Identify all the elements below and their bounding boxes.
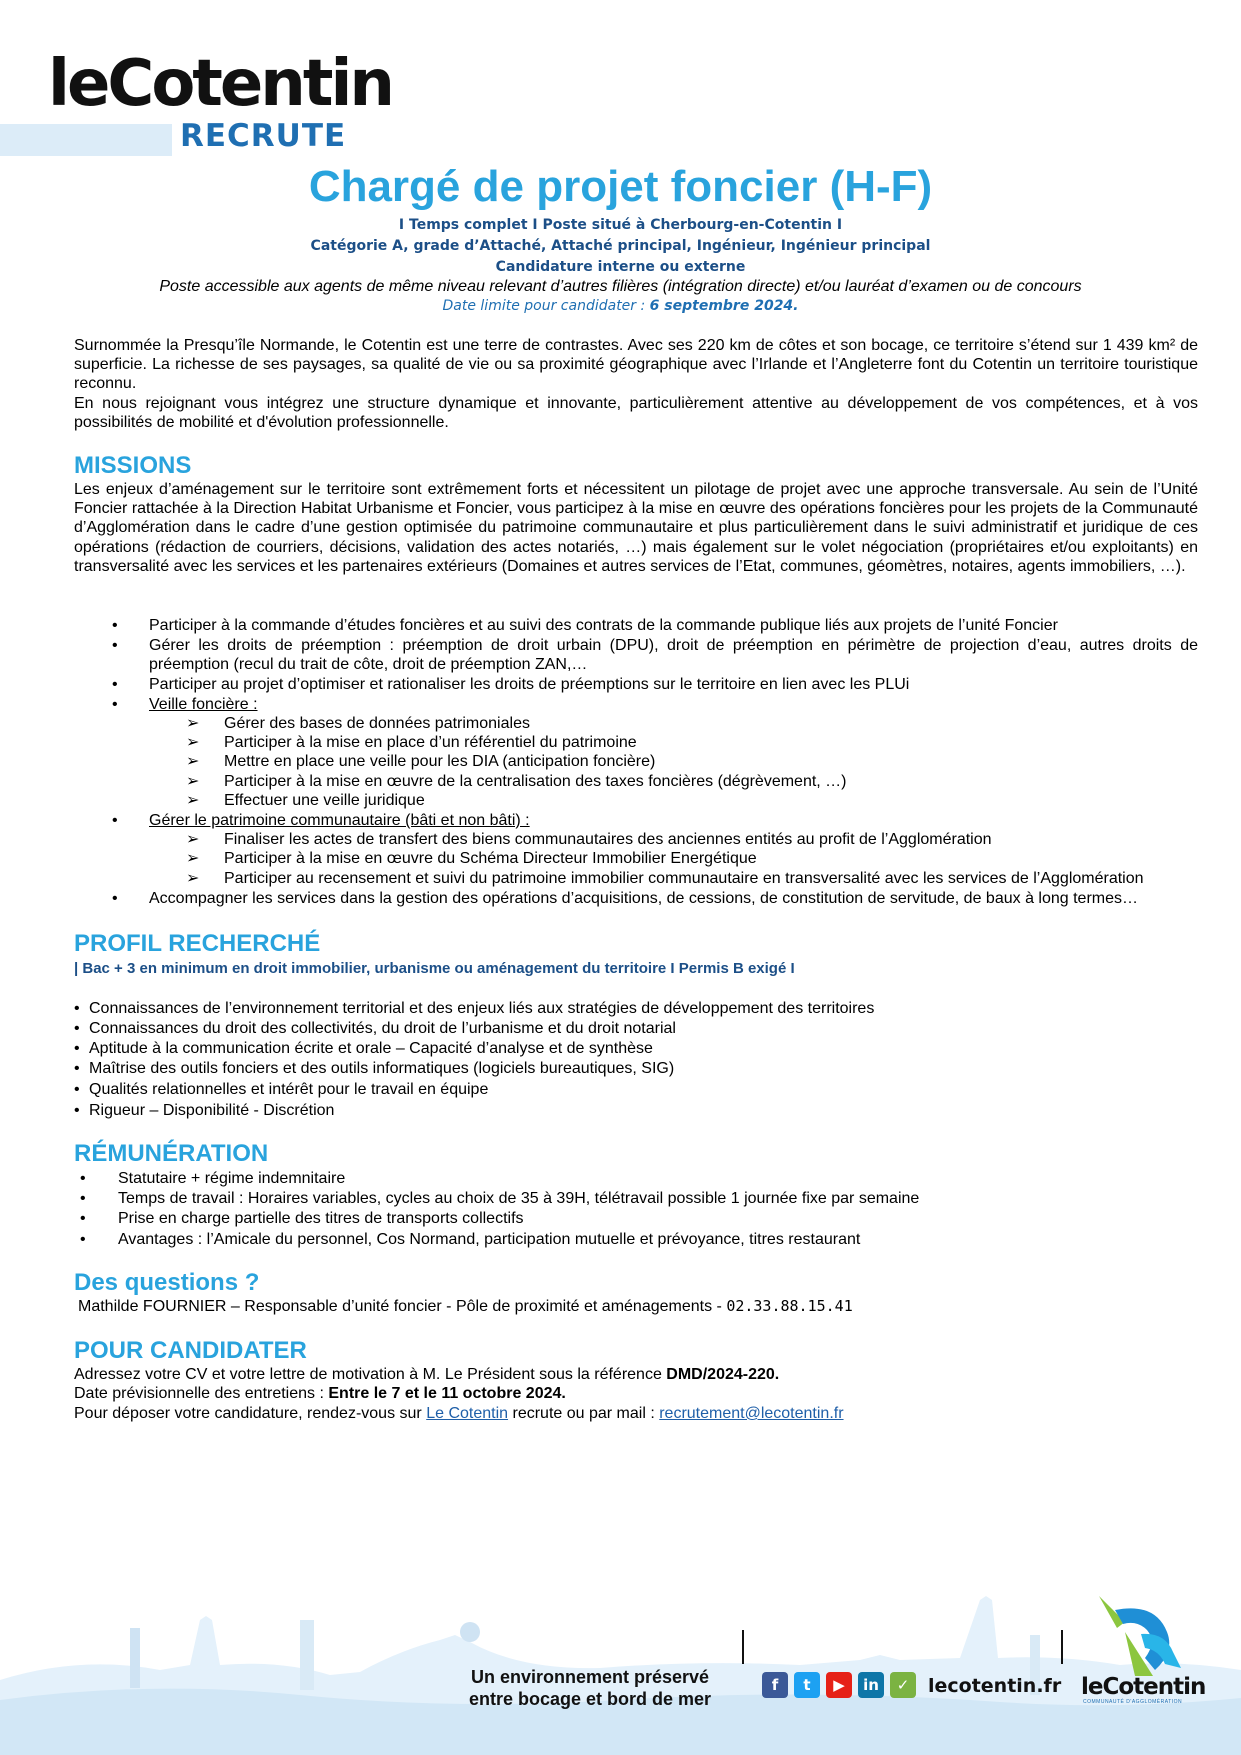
bullet-icon: • xyxy=(112,637,118,654)
list-item: Gérer les droits de préemption : préemption de droit urbain (DPU), droit de préemption en périmètre de projection d’eau, autres droits de préemption (recul du trait de côte, droit de préemption ZAN,… xyxy=(149,637,1198,674)
footer-tagline xyxy=(452,1666,728,1710)
footer-logo-subtext: COMMUNAUTÉ D'AGGLOMÉRATION xyxy=(1083,1699,1183,1705)
arrow-bullet-icon: ➢ xyxy=(186,715,200,732)
lecotentin-emblem-icon xyxy=(1095,1592,1185,1676)
sub-list-item: Participer à la mise en place d’un référentiel du patrimoine xyxy=(224,734,637,751)
candidater-text: Date prévisionnelle des entretiens : xyxy=(74,1385,329,1402)
sub-list-item: Participer au recensement et suivi du patrimoine immobilier communautaire en transversalité avec les services de l’Agglomération xyxy=(224,870,1144,887)
meta-line: Catégorie A, grade d’Attaché, Attaché principal, Ingénieur, Ingénieur principal xyxy=(310,238,931,254)
tagline-line: Un environnement préservé xyxy=(470,1667,710,1687)
arrow-bullet-icon: ➢ xyxy=(186,831,200,848)
intro-paragraph: En nous rejoignant vous intégrez une structure dynamique et innovante, particulièrement attentive au développement de vos compétences, et à vos possibilités de mobilité et d'évolution professionnelle. xyxy=(74,395,1198,432)
candidater-text: Pour déposer votre candidature, rendez-vous sur xyxy=(74,1405,427,1422)
youtube-icon[interactable]: ▶ xyxy=(826,1672,852,1698)
sub-list-item: Effectuer une veille juridique xyxy=(224,792,425,809)
sub-list-item: Finaliser les actes de transfert des biens communautaires des anciennes entités au profit de l’Agglomération xyxy=(224,831,992,848)
remuneration-heading: RÉMUNÉRATION xyxy=(74,1140,269,1167)
list-item: Rigueur – Disponibilité - Discrétion xyxy=(89,1102,335,1119)
sub-list-item: Mettre en place une veille pour les DIA (anticipation foncière) xyxy=(224,753,656,770)
list-item: Statutaire + régime indemnitaire xyxy=(118,1170,346,1187)
facebook-icon[interactable]: f xyxy=(762,1672,788,1698)
bullet-icon: • xyxy=(112,812,118,829)
bullet-icon: • xyxy=(74,1000,80,1017)
list-item: Connaissances de l’environnement territorial et des enjeux liés aux stratégies de développement des territoires xyxy=(89,1000,875,1017)
arrow-bullet-icon: ➢ xyxy=(186,870,200,887)
arrow-bullet-icon: ➢ xyxy=(186,753,200,770)
meta-line: Candidature interne ou externe xyxy=(495,259,746,275)
missions-paragraph: Les enjeux d’aménagement sur le territoire sont extrêmement forts et nécessitent un pilotage de projet avec une approche transversale. Au sein de l’Unité Foncier rattachée à la Direction Habitat Urbanisme et Foncier, vous participez à la mise en œuvre des opérations foncières pour les projets de la Communauté d’Agglomération dans le cadre d’une gestion optimisée du patrimoine communautaire et plus particulièrement dans le suivi administratif et juridique de ces opérations (rédaction de courriers, décisions, validation des actes notariés, …) mais également sur le volet négociation (propriétaires et/ou exploitants) en transversalité avec les services et les partenaires extérieurs (Domaines et autres services de l’Etat, communes, géomètres, notaires, agents immobiliers, …). xyxy=(74,481,1198,575)
reference: DMD/2024-220. xyxy=(666,1366,780,1383)
candidater-heading: POUR CANDIDATER xyxy=(74,1337,307,1364)
lecotentin-link[interactable]: Le Cotentin xyxy=(426,1405,509,1422)
deadline xyxy=(0,298,1241,314)
candidater-text: Adressez votre CV et votre lettre de motivation à M. Le Président sous la référence xyxy=(74,1366,667,1383)
bullet-icon: • xyxy=(74,1060,80,1077)
list-item-veille: Veille foncière : xyxy=(149,696,258,713)
sub-list-item: Participer à la mise en œuvre du Schéma Directeur Immobilier Energétique xyxy=(224,850,757,867)
arrow-bullet-icon: ➢ xyxy=(186,850,200,867)
linkedin-icon[interactable]: in xyxy=(858,1672,884,1698)
bullet-icon: • xyxy=(80,1190,86,1207)
bullet-icon: • xyxy=(74,1102,80,1119)
arrow-bullet-icon: ➢ xyxy=(186,773,200,790)
missions-heading: MISSIONS xyxy=(74,452,192,479)
website-link[interactable]: lecotentin.fr xyxy=(928,1675,1062,1697)
contact-phone: 02.33.88.15.41 xyxy=(726,1297,853,1315)
list-item: Maîtrise des outils fonciers et des outils informatiques (logiciels bureautiques, SIG) xyxy=(89,1060,675,1077)
list-item: Prise en charge partielle des titres de transports collectifs xyxy=(118,1210,524,1227)
sub-list-item: Gérer des bases de données patrimoniales xyxy=(224,715,530,732)
list-item: Aptitude à la communication écrite et orale – Capacité d’analyse et de synthèse xyxy=(89,1040,653,1057)
candidater-line-2 xyxy=(74,1384,566,1403)
arrow-bullet-icon: ➢ xyxy=(186,734,200,751)
interview-dates: Entre le 7 et le 11 octobre 2024. xyxy=(328,1385,566,1402)
bullet-icon: • xyxy=(112,617,118,634)
job-title: Chargé de projet foncier (H-F) xyxy=(308,162,933,211)
list-item-patrimoine: Gérer le patrimoine communautaire (bâti et non bâti) : xyxy=(149,812,530,829)
deadline-value: 6 septembre 2024. xyxy=(649,298,799,314)
divider xyxy=(1061,1630,1063,1664)
bullet-icon: • xyxy=(112,890,118,907)
list-item: Avantages : l’Amicale du personnel, Cos Normand, participation mutuelle et prévoyance, titres restaurant xyxy=(118,1231,861,1248)
list-item: Participer à la commande d’études foncières et au suivi des contrats de la commande publique liés aux projets de l’unité Foncier xyxy=(149,617,1058,634)
list-item: Participer au projet d’optimiser et rationaliser les droits de préemptions sur le territoire en lien avec les PLUi xyxy=(149,676,910,693)
bullet-icon: • xyxy=(74,1040,80,1057)
bullet-icon: • xyxy=(74,1081,80,1098)
list-item: Connaissances du droit des collectivités, du droit de l’urbanisme et du droit notarial xyxy=(89,1020,676,1037)
bullet-icon: • xyxy=(80,1170,86,1187)
bullet-icon: • xyxy=(80,1231,86,1248)
deadline-label: Date limite pour candidater : xyxy=(442,298,650,314)
arrow-bullet-icon: ➢ xyxy=(186,792,200,809)
bullet-icon: • xyxy=(74,1020,80,1037)
footer-logo: leCotentin xyxy=(1081,1674,1206,1700)
sub-list-item: Participer à la mise en œuvre de la centralisation des taxes foncières (dégrèvement, …) xyxy=(224,773,847,790)
candidater-line-3 xyxy=(74,1404,844,1423)
bullet-icon: • xyxy=(80,1210,86,1227)
list-item: Qualités relationnelles et intérêt pour le travail en équipe xyxy=(89,1081,489,1098)
bullet-icon: • xyxy=(112,676,118,693)
candidater-text: recrute ou par mail : xyxy=(508,1405,660,1422)
list-item: Temps de travail : Horaires variables, cycles au choix de 35 à 39H, télétravail possible 1 journée fixe par semaine xyxy=(118,1190,920,1207)
profil-requirements: | Bac + 3 en minimum en droit immobilier, urbanisme ou aménagement du territoire I Permis B exigé I xyxy=(74,960,795,977)
logo-band xyxy=(0,124,172,156)
list-item: Accompagner les services dans la gestion des opérations d’acquisitions, de cessions, de constitution de servitude, de baux à long termes… xyxy=(149,890,1138,907)
contact-text: Mathilde FOURNIER – Responsable d’unité foncier - Pôle de proximité et aménagements - xyxy=(78,1298,727,1315)
divider xyxy=(742,1630,744,1664)
access-note: Poste accessible aux agents de même niveau relevant d’autres filières (intégration directe) et/ou lauréat d’examen ou de concours xyxy=(159,278,1082,295)
news-icon[interactable]: ✓ xyxy=(890,1672,916,1698)
logo-recrute: RECRUTE xyxy=(180,118,347,154)
meta-line: I Temps complet I Poste situé à Cherbourg-en-Cotentin I xyxy=(398,217,843,233)
bullet-icon: • xyxy=(112,696,118,713)
profil-heading: PROFIL RECHERCHÉ xyxy=(74,930,321,957)
email-link[interactable]: recrutement@lecotentin.fr xyxy=(659,1405,844,1422)
contact-line xyxy=(78,1297,853,1316)
intro-paragraph: Surnommée la Presqu’île Normande, le Cotentin est une terre de contrastes. Avec ses 220 km de côtes et son bocage, ce territoire s’étend sur 1 439 km² de superficie. La richesse de ses paysages, sa qualité de vie ou sa proximité géographique avec l’Irlande et l’Angleterre font du Cotentin un territoire touristique reconnu. xyxy=(74,337,1198,393)
candidater-line-1 xyxy=(74,1365,779,1384)
landscape-illustration xyxy=(0,1560,1241,1755)
logo-lecotentin: leCotentin xyxy=(48,47,392,121)
twitter-icon[interactable]: t xyxy=(794,1672,820,1698)
tagline-line: entre bocage et bord de mer xyxy=(468,1689,712,1709)
questions-heading: Des questions ? xyxy=(74,1269,260,1296)
